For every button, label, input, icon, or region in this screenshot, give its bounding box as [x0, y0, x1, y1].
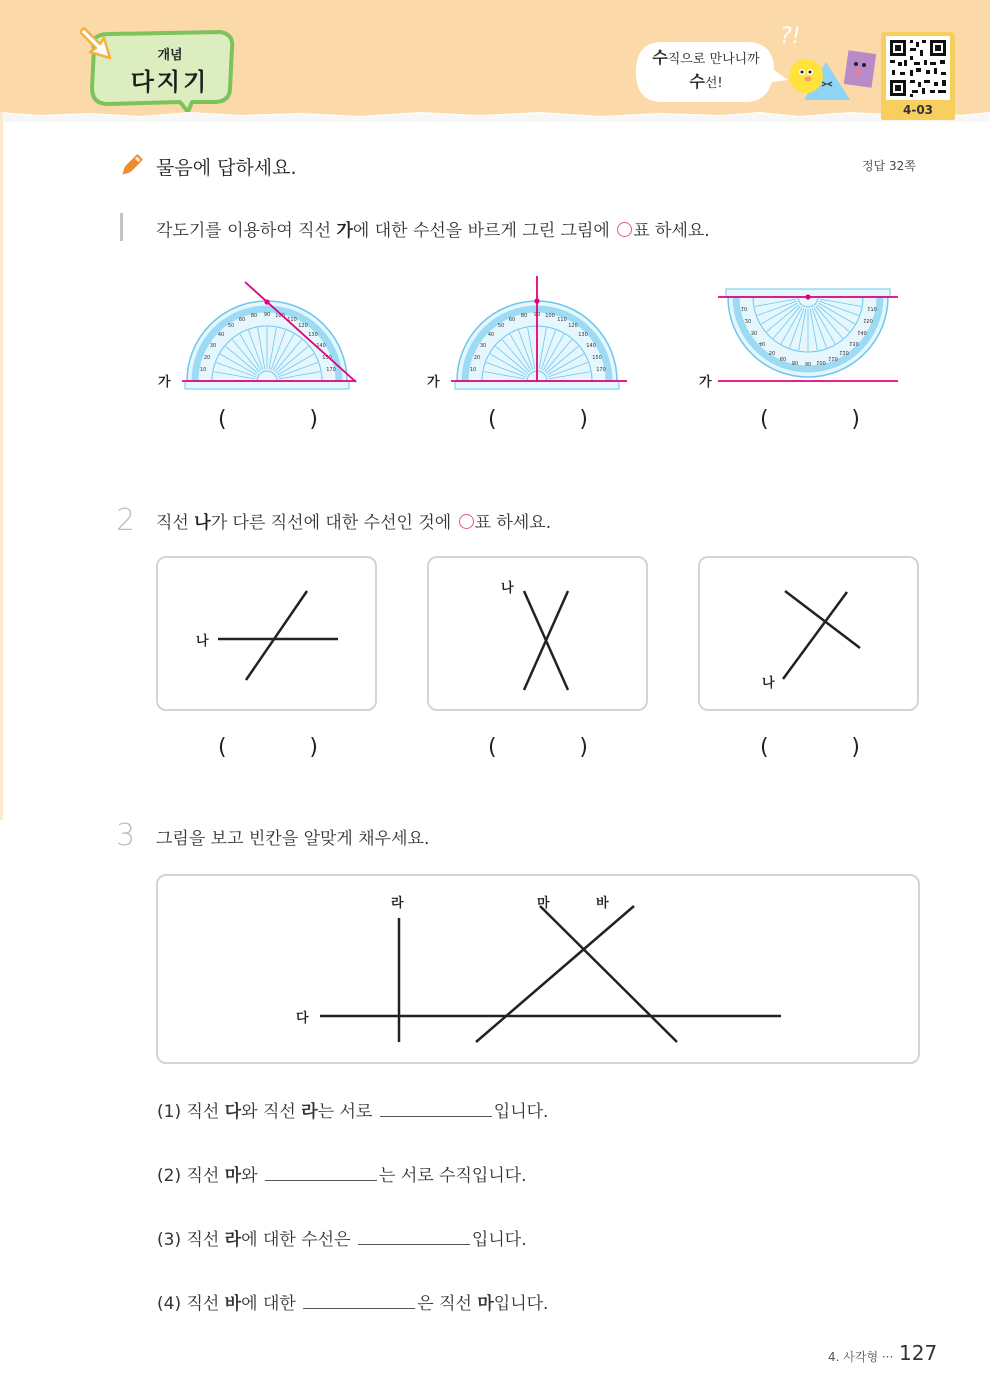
- answer-parens-2-2[interactable]: ( ): [488, 735, 588, 760]
- qr-code-label: 4-03: [902, 103, 934, 117]
- answer-parens-2-1[interactable]: ( ): [218, 735, 318, 760]
- pencil-icon: [118, 153, 144, 179]
- question-3-text: 그림을 보고 빈칸을 알맞게 채우세요.: [156, 829, 430, 849]
- answer-blank-3[interactable]: [358, 1230, 470, 1245]
- question-1-number: [120, 213, 123, 241]
- protractor-figure-2: [427, 276, 627, 390]
- qr-code-icon[interactable]: [886, 36, 950, 100]
- question-1-figures: [150, 270, 940, 400]
- bubble-line-2: 수선!: [689, 72, 723, 91]
- line-label-ga: 가: [427, 375, 440, 390]
- footer-chapter: 4. 사각형 ···: [828, 1350, 894, 1364]
- sub-question-2: (2) 직선 마와 는 서로 수직입니다.: [157, 1166, 527, 1186]
- other-line: [246, 591, 307, 680]
- protractor-figure-1: [158, 282, 356, 390]
- question-2-number: 2: [116, 503, 136, 538]
- line-label-na: 나: [196, 634, 209, 649]
- left-margin-stripe: [0, 112, 3, 820]
- bubble-line-1: 수직으로 만나니까: [652, 48, 760, 67]
- line-label-ga: 가: [158, 375, 171, 390]
- answer-blank-2[interactable]: [265, 1166, 377, 1181]
- shape-characters-illustration: [786, 46, 882, 108]
- line-label-ga: 가: [699, 375, 712, 390]
- line-label-na: 나: [501, 581, 514, 596]
- line-label-ba: 바: [596, 896, 609, 911]
- circle-mark-icon: [617, 222, 632, 237]
- circle-mark-icon: [459, 514, 474, 529]
- line-na: [783, 592, 847, 679]
- line-label-na: 나: [762, 676, 775, 691]
- option-card-2: [427, 556, 648, 711]
- badge-large-text: 다지기: [130, 68, 210, 96]
- circle-character-icon: [789, 59, 823, 93]
- instruction-title: 물음에 답하세요.: [156, 157, 297, 179]
- question-3-number: 3: [116, 818, 136, 853]
- question-1-text: 각도기를 이용하여 직선 가에 대한 수선을 바르게 그린 그림에 표 하세요.: [156, 221, 710, 241]
- other-line: [785, 591, 860, 648]
- line-ba: [476, 906, 634, 1042]
- option-card-3: [698, 556, 919, 711]
- badge-small-text: 개념: [157, 48, 183, 63]
- sub-question-1: (1) 직선 다와 직선 라는 서로 입니다.: [157, 1102, 549, 1122]
- question-3-figure: [156, 874, 920, 1064]
- option-card-1: [156, 556, 377, 711]
- question-2-text: 직선 나가 다른 직선에 대한 수선인 것에 표 하세요.: [156, 513, 552, 533]
- answer-parens-1-3[interactable]: ( ): [760, 407, 860, 432]
- line-label-da: 다: [296, 1011, 309, 1026]
- protractor-figure-3: [699, 289, 898, 390]
- sub-question-4: (4) 직선 바에 대한 은 직선 마입니다.: [157, 1294, 549, 1314]
- line-label-ma: 마: [537, 896, 550, 911]
- answer-parens-1-1[interactable]: ( ): [218, 407, 318, 432]
- answer-parens-1-2[interactable]: ( ): [488, 407, 588, 432]
- square-character-icon: [844, 50, 876, 88]
- sub-question-3: (3) 직선 라에 대한 수선은 입니다.: [157, 1230, 527, 1250]
- page-number: 127: [899, 1341, 938, 1365]
- interrobang-mark: ?!: [780, 24, 801, 49]
- line-label-ra: 라: [391, 896, 404, 911]
- answer-blank-4[interactable]: [303, 1294, 415, 1309]
- answer-parens-2-3[interactable]: ( ): [760, 735, 860, 760]
- answer-blank-1[interactable]: [380, 1102, 492, 1117]
- answer-reference: 정답 32쪽: [862, 159, 916, 173]
